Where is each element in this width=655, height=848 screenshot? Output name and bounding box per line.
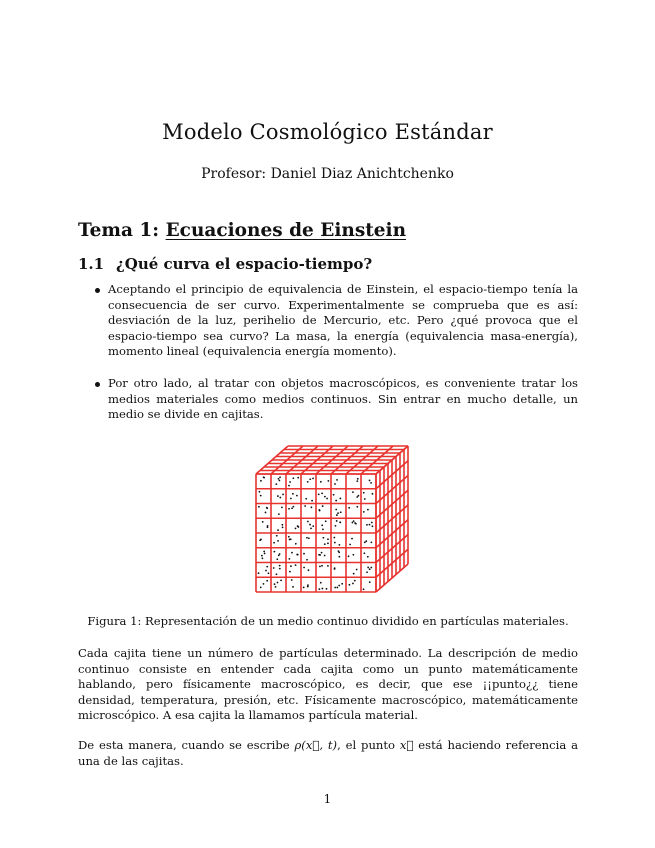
particle-dot bbox=[263, 551, 265, 553]
particle-dot bbox=[363, 552, 365, 554]
particle-dot bbox=[288, 558, 290, 560]
particle-dot bbox=[292, 477, 294, 479]
particle-dot bbox=[326, 498, 328, 500]
particle-dot bbox=[263, 583, 265, 585]
particle-dot bbox=[292, 586, 294, 588]
particle-dot bbox=[369, 581, 371, 583]
particle-dot bbox=[372, 493, 374, 495]
particle-dot bbox=[277, 540, 279, 542]
particle-dot bbox=[336, 514, 338, 516]
particle-dot bbox=[372, 525, 374, 527]
particle-dot bbox=[318, 494, 320, 496]
particle-dot bbox=[335, 500, 337, 502]
particle-dot bbox=[353, 520, 355, 522]
particle-dot bbox=[260, 495, 262, 497]
particle-dot bbox=[352, 583, 354, 585]
particle-dot bbox=[265, 570, 267, 572]
particle-dot bbox=[259, 491, 261, 493]
chapter-prefix: Tema 1: bbox=[78, 220, 160, 241]
particle-dot bbox=[279, 565, 281, 567]
particle-dot bbox=[370, 567, 372, 569]
particle-dot bbox=[366, 571, 368, 573]
particle-dot bbox=[312, 525, 314, 527]
particle-dot bbox=[282, 494, 284, 496]
section-title: ¿Qué curva el espacio-tiempo? bbox=[116, 255, 373, 273]
particle-dot bbox=[260, 586, 262, 588]
particle-dot bbox=[276, 535, 278, 537]
particle-dot bbox=[338, 585, 340, 587]
particle-dot bbox=[289, 481, 291, 483]
math-position-vector: x⃗ bbox=[399, 738, 414, 752]
particle-dot bbox=[309, 478, 311, 480]
particle-dot bbox=[304, 505, 306, 507]
particle-dot bbox=[275, 483, 277, 485]
figure-caption: Figura 1: Representación de un medio continuo dividido en partículas materiales. bbox=[87, 614, 569, 628]
particle-dot bbox=[326, 588, 328, 590]
particle-dot bbox=[363, 588, 365, 590]
bullet-text: Aceptando el principio de equivalencia de Einstein, el espacio-tiempo tenía la consecuencia de ser curvo. Experimentalmente se comprueba que es así: desviación de la luz, perihelio de Mercurio, etc. Pero ¿qué provoca que el espacio-tiempo sea curvo? La masa, la energía (equivalencia masa-energía), momento lineal (equivalencia energía momento). bbox=[108, 282, 578, 359]
particle-dot bbox=[288, 485, 290, 487]
particle-dot bbox=[365, 540, 367, 542]
particle-dot bbox=[297, 526, 299, 528]
particle-dot bbox=[295, 564, 297, 566]
paragraph-text: , el punto bbox=[337, 738, 400, 752]
list-item bbox=[78, 376, 578, 423]
particle-dot bbox=[289, 571, 291, 573]
particle-dot bbox=[349, 584, 351, 586]
particle-dot bbox=[371, 522, 373, 524]
particle-dot bbox=[325, 520, 327, 522]
particle-dot bbox=[320, 481, 322, 483]
particle-dot bbox=[356, 569, 358, 571]
particle-dot bbox=[335, 525, 337, 527]
particle-dot bbox=[290, 538, 292, 540]
particle-dot bbox=[274, 583, 276, 585]
particle-dot bbox=[321, 565, 323, 567]
particle-dot bbox=[324, 496, 326, 498]
particle-dot bbox=[258, 506, 260, 508]
particle-dot bbox=[321, 588, 323, 590]
particle-dot bbox=[260, 539, 262, 541]
particle-dot bbox=[363, 511, 365, 513]
particle-dot bbox=[352, 491, 354, 493]
particle-dot bbox=[277, 582, 279, 584]
particle-dot bbox=[281, 507, 283, 509]
particle-dot bbox=[356, 496, 358, 498]
particle-dot bbox=[305, 498, 307, 500]
particle-dot bbox=[291, 552, 293, 554]
particle-dot bbox=[292, 493, 294, 495]
particle-dot bbox=[275, 586, 277, 588]
particle-dot bbox=[321, 524, 323, 526]
page-number: 1 bbox=[323, 792, 332, 806]
particle-dot bbox=[357, 478, 359, 480]
particle-dot bbox=[369, 524, 371, 526]
particle-dot bbox=[355, 523, 357, 525]
particle-dot bbox=[367, 556, 369, 558]
particle-dot bbox=[288, 508, 290, 510]
paragraph-notation bbox=[78, 738, 578, 769]
particle-dot bbox=[273, 551, 275, 553]
particle-dot bbox=[371, 542, 373, 544]
particle-dot bbox=[307, 481, 309, 483]
particle-dot bbox=[279, 553, 281, 555]
particle-dot bbox=[323, 537, 325, 539]
particle-dot bbox=[281, 524, 283, 526]
particle-dot bbox=[266, 507, 268, 509]
particle-dot bbox=[258, 572, 260, 574]
particle-dot bbox=[311, 500, 313, 502]
particle-dot bbox=[338, 550, 340, 552]
particle-dot bbox=[356, 506, 358, 508]
particle-dot bbox=[366, 524, 368, 526]
particle-dot bbox=[321, 492, 323, 494]
particle-dot bbox=[338, 544, 340, 546]
particle-dot bbox=[327, 538, 329, 540]
particle-dot bbox=[276, 558, 278, 560]
particle-dot bbox=[297, 477, 299, 479]
math-density: ρ(x⃗, t) bbox=[294, 738, 338, 752]
particle-dot bbox=[356, 480, 358, 482]
bullet-icon bbox=[95, 288, 100, 293]
particle-dot bbox=[308, 537, 310, 539]
particle-dot bbox=[319, 566, 321, 568]
particle-dot bbox=[348, 555, 350, 557]
particle-dot bbox=[334, 587, 336, 589]
particle-dot bbox=[370, 482, 372, 484]
particle-dot bbox=[291, 507, 293, 509]
particle-dot bbox=[324, 543, 326, 545]
particle-dot bbox=[335, 509, 337, 511]
particle-dot bbox=[279, 497, 281, 499]
author-line: Profesor: Daniel Diaz Anichtchenko bbox=[201, 166, 454, 182]
particle-dot bbox=[306, 537, 308, 539]
particle-dot bbox=[261, 555, 263, 557]
particle-dot bbox=[295, 528, 297, 530]
particle-dot bbox=[268, 572, 270, 574]
particle-dot bbox=[322, 528, 324, 530]
particle-dot bbox=[277, 495, 279, 497]
particle-dot bbox=[295, 543, 297, 545]
particle-dot bbox=[291, 579, 293, 581]
particle-dot bbox=[279, 568, 281, 570]
particle-dot bbox=[296, 495, 298, 497]
particle-dot bbox=[364, 542, 366, 544]
particle-dot bbox=[351, 522, 353, 524]
particle-dot bbox=[264, 553, 266, 555]
particle-dot bbox=[339, 498, 341, 500]
particle-dot bbox=[260, 480, 262, 482]
particle-dot bbox=[367, 567, 369, 569]
cube-grid bbox=[256, 446, 408, 592]
particle-dot bbox=[320, 582, 322, 584]
particle-dot bbox=[311, 506, 313, 508]
continuum-cube-figure bbox=[250, 440, 414, 598]
particle-dot bbox=[279, 476, 281, 478]
bullet-text: Por otro lado, al tratar con objetos macroscópicos, es conveniente tratar los medios materiales como medios continuos. Sin entrar en mucho detalle, un medio se divide en cajitas. bbox=[108, 375, 578, 422]
particle-dot bbox=[369, 480, 371, 482]
paragraph-text: está haciendo referencia a una de las cajitas. bbox=[78, 738, 579, 768]
particle-dot bbox=[334, 483, 336, 485]
particle-dot bbox=[306, 559, 308, 561]
particle-dot bbox=[369, 568, 371, 570]
particle-dot bbox=[262, 557, 264, 559]
particle-dot bbox=[309, 524, 311, 526]
particle-dot bbox=[280, 580, 282, 582]
particle-dot bbox=[266, 566, 268, 568]
particle-dot bbox=[324, 555, 326, 557]
paragraph-cajitas: Cada cajita tiene un número de partículas determinado. La descripción de medio continuo consiste en entender cada cajita como un punto matemáticamente hablando, pero físicamente macroscópico, es decir, que ese ¡¡punto¿¿ tiene densidad, temperatura, presión, etc. Físicamente macroscópico, matemáticamente microscópico. A esa cajita la llamamos partícula material. bbox=[78, 646, 578, 723]
particle-dot bbox=[292, 506, 294, 508]
particle-dot bbox=[273, 567, 275, 569]
particle-dot bbox=[266, 580, 268, 582]
particle-dot bbox=[334, 542, 336, 544]
particle-dot bbox=[277, 529, 279, 531]
particle-dot bbox=[303, 587, 305, 589]
particle-dot bbox=[282, 526, 284, 528]
section-heading bbox=[78, 255, 372, 273]
particle-dot bbox=[319, 510, 321, 512]
particle-dot bbox=[288, 536, 290, 538]
particle-dot bbox=[278, 513, 280, 515]
particle-dot bbox=[273, 542, 275, 544]
particle-dot bbox=[352, 554, 354, 556]
document-title: Modelo Cosmológico Estándar bbox=[162, 120, 493, 144]
chapter-heading bbox=[78, 220, 406, 241]
particle-dot bbox=[340, 511, 342, 513]
particle-dot bbox=[327, 542, 329, 544]
particle-dot bbox=[303, 553, 305, 555]
particle-dot bbox=[290, 498, 292, 500]
particle-dot bbox=[312, 477, 314, 479]
particle-dot bbox=[327, 480, 329, 482]
particle-dot bbox=[307, 586, 309, 588]
particle-dot bbox=[351, 538, 353, 540]
particle-dot bbox=[263, 476, 265, 478]
particle-dot bbox=[322, 505, 324, 507]
particle-dot bbox=[333, 537, 335, 539]
particle-dot bbox=[341, 583, 343, 585]
particle-dot bbox=[321, 552, 323, 554]
particle-dot bbox=[336, 520, 338, 522]
particle-dot bbox=[296, 554, 298, 556]
particle-dot bbox=[367, 509, 369, 511]
particle-dot bbox=[349, 544, 351, 546]
particle-dot bbox=[364, 498, 366, 500]
particle-dot bbox=[290, 565, 292, 567]
particle-dot bbox=[333, 494, 335, 496]
particle-dot bbox=[327, 565, 329, 567]
paragraph-text: De esta manera, cuando se escribe bbox=[78, 738, 295, 752]
particle-dot bbox=[262, 521, 264, 523]
chapter-name: Ecuaciones de Einstein bbox=[165, 220, 407, 241]
particle-dot bbox=[303, 567, 305, 569]
bullet-list bbox=[78, 282, 578, 439]
particle-dot bbox=[334, 568, 336, 570]
particle-dot bbox=[337, 512, 339, 514]
section-number: 1.1 bbox=[78, 255, 105, 273]
particle-dot bbox=[354, 580, 356, 582]
particle-dot bbox=[318, 588, 320, 590]
particle-dot bbox=[338, 556, 340, 558]
particle-dot bbox=[363, 492, 365, 494]
particle-dot bbox=[339, 521, 341, 523]
particle-dot bbox=[319, 554, 321, 556]
particle-dot bbox=[336, 587, 338, 589]
particle-dot bbox=[278, 480, 280, 482]
particle-dot bbox=[336, 479, 338, 481]
list-item bbox=[78, 282, 578, 360]
particle-dot bbox=[310, 527, 312, 529]
particle-dot bbox=[353, 573, 355, 575]
particle-dot bbox=[308, 569, 310, 571]
particle-dot bbox=[278, 478, 280, 480]
particle-dot bbox=[307, 521, 309, 523]
particle-dot bbox=[348, 507, 350, 509]
particle-dot bbox=[276, 573, 278, 575]
bullet-icon bbox=[95, 382, 100, 387]
particle-dot bbox=[267, 526, 269, 528]
particle-dot bbox=[265, 512, 267, 514]
